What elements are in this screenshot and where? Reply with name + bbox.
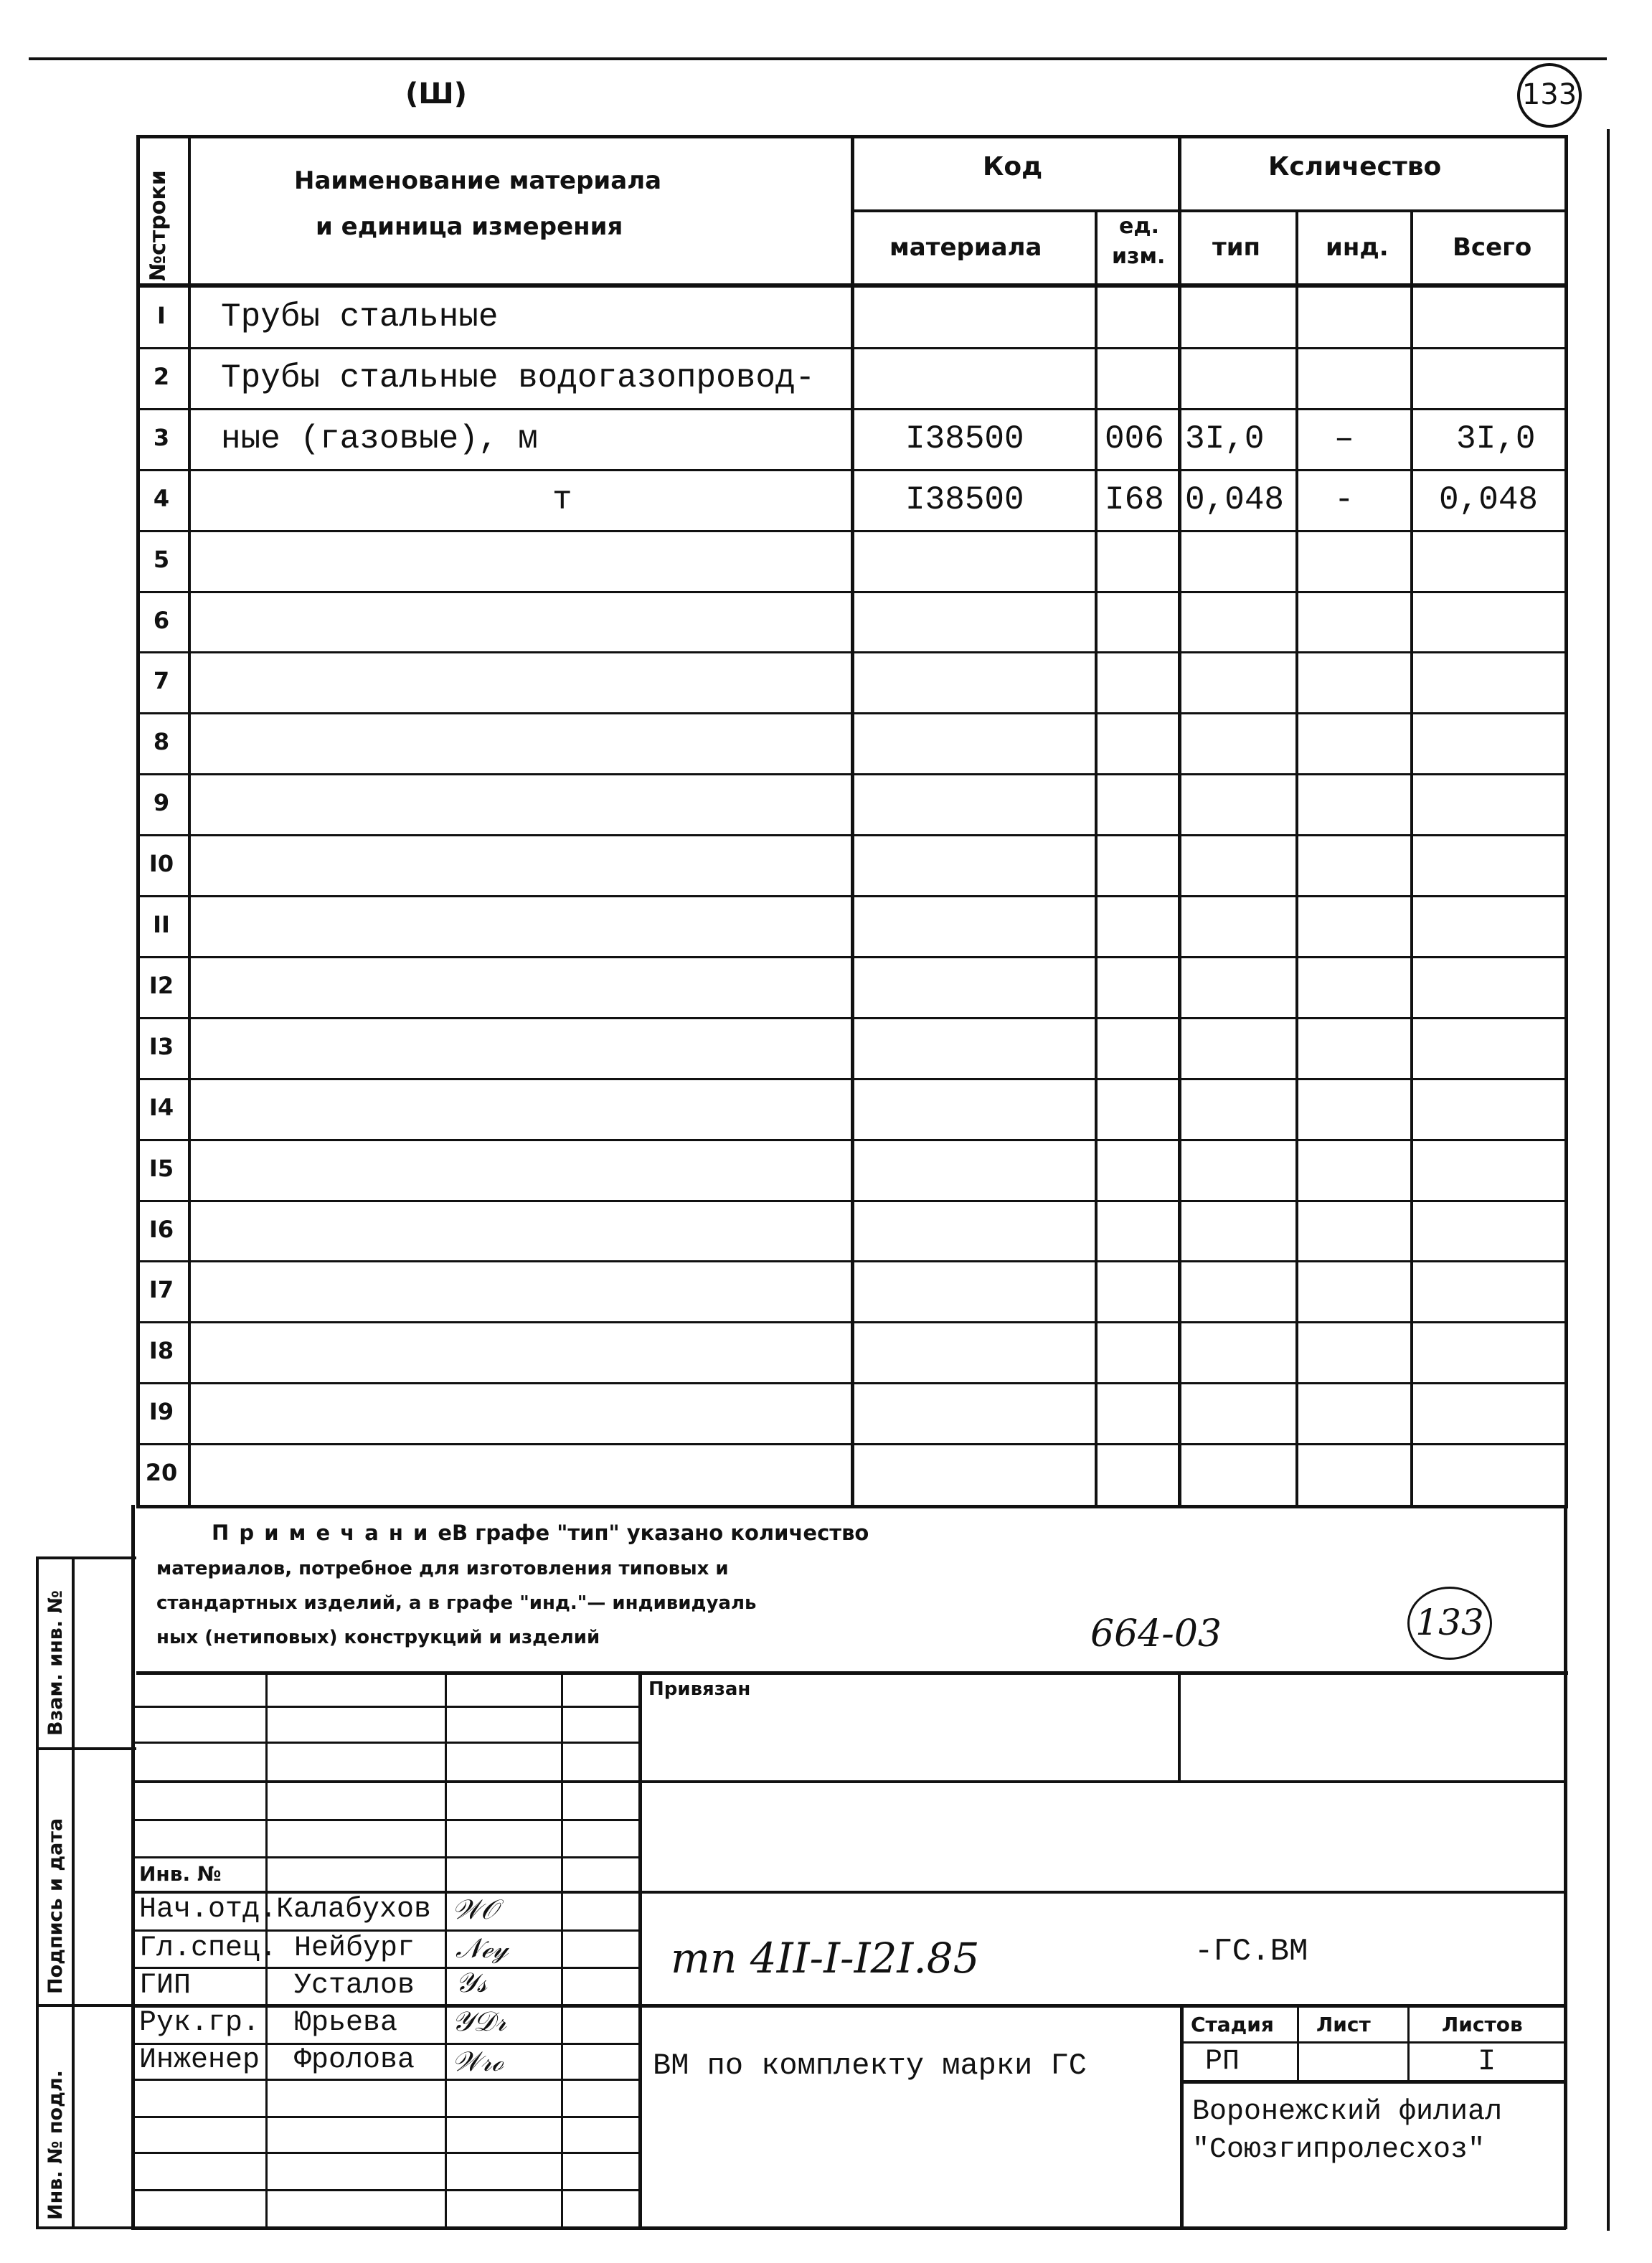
margin-div-1 [36,1747,136,1750]
table-row-line [136,1139,1568,1141]
privyazan-right-line [1178,1671,1181,1782]
tb-row-7 [135,1929,638,1932]
row-number: 3 [153,424,170,451]
tb-row-12 [135,2116,638,2118]
header-qty-ind: инд. [1326,233,1389,262]
inv-no-label: Инв. № [139,1862,222,1886]
desc-right-line [1180,2004,1184,2228]
header-name-line1: Наименование материала [294,166,662,195]
table-row-line [136,1078,1568,1080]
margin-inv-podl: Инв. № подл. [44,2070,67,2220]
row-name: Трубы стальные [221,298,499,336]
row-material: I38500 [905,420,1024,458]
table-row-line [136,1321,1568,1323]
tb-row-11 [135,2079,638,2081]
staff-role: Рук.гр. [139,2007,260,2039]
staff-name: Калабухов [276,1894,432,1926]
row-number: I9 [148,1398,174,1425]
row-type: 0,048 [1185,481,1285,519]
doc-code-suffix: -ГС.ВМ [1194,1934,1308,1970]
table-row-line [136,1382,1568,1384]
signature-2: 𝒩ℯ𝓎 [456,1932,509,1964]
row-name: т [552,481,572,519]
col-line-ind [1410,209,1413,1508]
row-number: I4 [148,1094,174,1121]
tb-row-4 [135,1819,638,1821]
header-code: Код [983,152,1043,181]
stage-col-1 [1297,2004,1299,2082]
row-ind: - [1334,481,1354,519]
note-line2: материалов, потребное для изготовления типовых и [156,1558,729,1579]
sheets-label: Листов [1442,2013,1523,2036]
row-name: ные (газовые), м [221,420,538,458]
col-line-material [1095,209,1098,1508]
staff-role: ГИП [139,1970,192,2002]
staff-name: Нейбург [294,1932,415,1965]
tb-row-14 [135,2189,638,2191]
table-row-line [136,591,1568,593]
title-right-line [1564,1505,1567,2229]
note-line3: стандартных изделий, а в графе "инд."— индивидуаль [156,1592,757,1614]
signature-4: 𝒴𝒟𝓇 [452,2005,506,2037]
header-row-no: №строки [146,170,171,281]
note-line4: ных (нетиповых) конструкций и изделий [156,1627,600,1648]
col-line-name [851,135,854,1508]
page-number-top: 133 [1521,78,1577,111]
table-row-line [136,1017,1568,1019]
row-number: 7 [153,667,170,694]
staff-name: Фролова [294,2044,415,2077]
top-rule [29,57,1607,60]
row-number: I6 [148,1216,174,1243]
note-handwritten-code: 664-03 [1090,1612,1222,1655]
table-row-line [136,1443,1568,1445]
row-number: I [157,302,166,329]
table-row-line [136,651,1568,653]
title-left-line [131,1505,135,2229]
header-bottom-line [136,283,1568,288]
stage-row-2 [1180,2080,1565,2084]
row-number: II [153,911,170,938]
row-number: I2 [148,972,174,999]
stage-label: Стадия [1191,2013,1274,2036]
tb-row-1 [135,1706,638,1708]
row-number: I3 [148,1033,174,1060]
title-top-line [136,1671,1568,1675]
row-unit: 006 [1105,420,1164,458]
note-line1: В графе "тип" указано количество [452,1521,869,1545]
staff-name: Юрьева [294,2007,398,2039]
table-row-line [136,1200,1568,1202]
sheet-label: Лист [1316,2013,1371,2036]
doc-code-handwritten: тп 4II-I-I2I.85 [671,1934,980,1983]
table-row-line [136,408,1568,410]
stage-value: РП [1205,2046,1240,2078]
tb-row-3 [135,1780,1565,1783]
col-line-code [1178,135,1181,1508]
margin-outer-line [36,1556,39,2229]
row-number: 8 [153,728,170,755]
signature-1: 𝒲𝒪 [452,1894,498,1925]
row-number: I8 [148,1337,174,1364]
row-number: 4 [153,485,170,512]
signature-3: 𝒴𝓈 [456,1967,487,1998]
staff-role: Гл.спец. [139,1932,278,1965]
table-row-line [136,347,1568,349]
row-total: 0,048 [1439,481,1539,519]
table-row-line [136,895,1568,897]
header-code-unit-2: изм. [1112,244,1166,269]
table-row-line [136,530,1568,532]
note-circled-number-text: 133 [1415,1602,1484,1643]
tb-row-5 [135,1856,638,1858]
staff-role: Нач.отд. [139,1894,278,1926]
row-number: I7 [148,1276,174,1303]
header-qty-total: Всего [1453,233,1532,262]
margin-bottom-line [36,2226,136,2229]
row-name: Трубы стальные водогазопровод- [221,359,816,397]
table-row-line [136,712,1568,714]
margin-vzam-inv: Взам. инв. № [44,1589,67,1736]
signature-5: 𝒲𝓇ℴ [452,2046,504,2077]
row-ind: – [1334,420,1354,458]
table-row-line [136,469,1568,471]
row-number: 5 [153,546,170,573]
note-label: П р и м е ч а н и е [212,1521,454,1545]
row-unit: I68 [1105,481,1164,519]
staff-role: Инженер [139,2044,260,2077]
row-type: 3I,0 [1185,420,1265,458]
margin-inner-line [72,1556,75,2229]
margin-podpis-data: Подпись и дата [44,1818,67,1994]
sheets-value: I [1478,2044,1496,2079]
header-code-unit-1: ед. [1119,214,1159,239]
row-material: I38500 [905,481,1024,519]
col-line-rowno [188,135,191,1508]
margin-top-line [36,1556,136,1559]
table-row-line [136,1260,1568,1262]
note-top-line [136,1505,1568,1508]
row-number: 20 [145,1459,178,1486]
margin-div-2 [36,2004,136,2007]
tb-row-8 [135,1967,638,1969]
col-line-type [1295,209,1298,1508]
row-total: 3I,0 [1456,420,1536,458]
privyazan-label: Привязан [648,1678,751,1700]
row-number: 9 [153,789,170,816]
stage-col-2 [1407,2004,1410,2082]
table-row-line [136,773,1568,775]
tb-row-13 [135,2152,638,2154]
tb-col-2 [445,1671,447,2228]
table-row-line [136,834,1568,836]
stage-row-1 [1180,2041,1565,2044]
header-code-material: материала [889,233,1042,262]
row-number: 2 [153,363,170,390]
note-circled-number [1407,1587,1492,1660]
staff-name: Усталов [294,1970,415,2002]
tb-col-4 [638,1671,642,2228]
row-number: 6 [153,607,170,634]
frame-right-line [1607,129,1610,2231]
row-number: I5 [148,1155,174,1182]
header-mid-line [851,209,1568,212]
section-mark: (Ш) [405,77,467,110]
description: ВМ по комплекту марки ГС [653,2049,1087,2083]
tb-col-3 [561,1671,563,2228]
tb-row-2 [135,1742,638,1744]
header-name-line2: и единица измерения [316,212,623,241]
table-row-line [136,956,1568,958]
row-number: I0 [148,850,174,877]
org-line1: Воронежский филиал [1192,2096,1503,2128]
title-bottom-line [131,2226,1566,2230]
header-quantity: Ксличество [1268,152,1442,181]
org-line2: "Союзгипролесхоз" [1192,2134,1486,2166]
page-number-circle [1517,63,1582,128]
header-qty-type: тип [1212,233,1261,262]
